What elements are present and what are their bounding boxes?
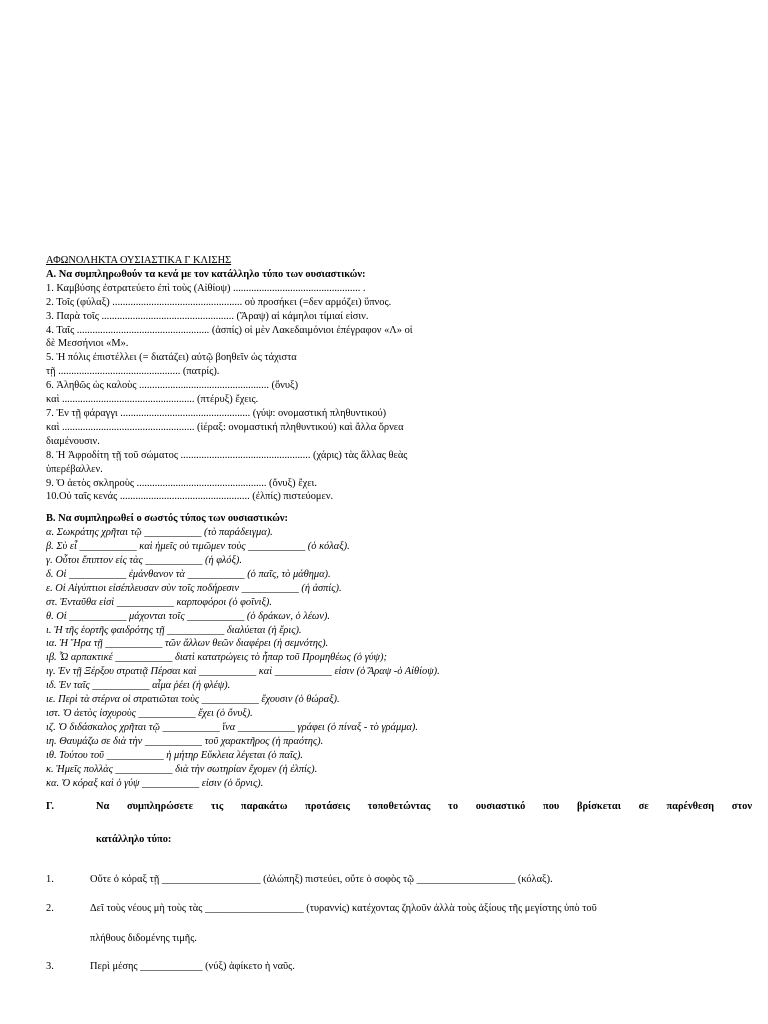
section-c xyxy=(46,801,752,972)
exercise-line: 1. Καμβύσης ἐστρατεύετο ἐπὶ τοὺς (Αἰθίοψ) ................................................. . xyxy=(46,282,366,294)
exercise-line: ιη. Θαυμάζω σε διὰ τὴν ___________ τοῦ χαρακτῆρος (ἡ πραότης). xyxy=(46,735,324,747)
exercise-line: θ. Οἱ ___________ μάχονται τοῖς ___________ (ὁ δράκων, ὁ λέων). xyxy=(46,610,330,622)
exercise-line: 6. Ἀληθῶς ὡς καλοὺς .................................................. (ὄνυξ) xyxy=(46,380,299,392)
section-a-lines xyxy=(46,282,752,505)
exercise-line: κα. Ὁ κόραξ καὶ ὁ γύψ ___________ εἰσιν (ὁ ὄρνις). xyxy=(46,777,264,789)
exercise-line: ι. Ἡ τῆς ἑορτῆς φαιδρότης τῇ ___________ διαλύεται (ἡ ἔρις). xyxy=(46,624,302,636)
exercise-line: 5. Ἡ πόλις ἐπιστέλλει (= διατάζει) αὐτῷ βοηθεῖν ὡς τάχιστα xyxy=(46,352,297,364)
exercise-line: ιδ. Ἐν ταῖς ___________ αἷμα ῥέει (ἡ φλέψ). xyxy=(46,680,231,692)
section-b-heading: Β. Να συμπληρωθεί ο σωστός τύπος των ουσιαστικών: xyxy=(46,513,288,525)
exercise-line: καὶ ................................................... (πτέρυξ) ἔχεις. xyxy=(46,394,259,406)
exercise-line: ιγ. Ἐν τῇ Ξέρξου στρατιᾷ Πέρσαι καὶ ___________ καὶ ___________ εἰσιν (ὁ Ἄραψ -ὁ Αἰθίοψ). xyxy=(46,666,440,678)
exercise-line: 3. Παρὰ τοῖς ................................................... (Ἄραψ) αἱ κάμηλοι τίμιαί εἰσιν. xyxy=(46,310,369,322)
exercise-line: 9. Ὁ ἀετὸς σκληροὺς .................................................. (ὄνυξ) ἔχει. xyxy=(46,477,317,489)
item-number: 1. xyxy=(46,874,54,885)
exercise-line: 2. Τοῖς (φύλαξ) .................................................. οὐ προσήκει (=δεν αρμόζει) ὕπνος. xyxy=(46,296,392,308)
section-c-label: Γ. xyxy=(46,801,54,812)
exercise-line: 7. Ἐν τῇ φάραγγι .................................................. (γύψ: ονομαστική πληθυντικού) xyxy=(46,407,387,419)
exercise-line: ιστ. Ὁ ἀετὸς ἰσχυροὺς ___________ ἔχει (ὁ ὄνυξ). xyxy=(46,708,253,719)
exercise-line: ια. Ἡ Ἥρα τῇ ___________ τῶν ἄλλων θεῶν διαφέρει (ἡ σεμνότης). xyxy=(46,638,329,650)
section-a-heading: Α. Να συμπληρωθούν τα κενά με τον κατάλληλο τύπο των ουσιαστικών: xyxy=(46,268,366,280)
exercise-line: ὑπερέβαλλεν. xyxy=(46,463,103,475)
exercise-line: α. Σωκράτης χρῆται τῷ ___________ (τὸ παράδειγμα). xyxy=(46,527,273,539)
exercise-line: β. Σὺ εἶ ___________ καὶ ἡμεῖς οὐ τιμῶμεν τοὺς ___________ (ὁ κόλαξ). xyxy=(46,541,350,553)
section-c-heading-cont: κατάλληλο τύπο: xyxy=(96,834,172,845)
exercise-line: ιε. Περὶ τὰ στέρνα οἱ στρατιῶται τοὺς ___________ ἔχουσιν (ὁ θώραξ). xyxy=(46,694,340,706)
exercise-line: διαμένουσιν. xyxy=(46,435,100,447)
section-c-heading-text: Να συμπληρώσετε τις παρακάτω προτάσεις τοποθετώντας το ουσιαστικό που βρίσκεται σε παρένθεση στον xyxy=(96,801,752,812)
exercise-line: 8. Ἡ Ἀφροδίτη τῇ τοῦ σώματος .................................................. (χάρις) τὰς ἄλλας θεὰς xyxy=(46,449,408,461)
exercise-line: ιθ. Τούτου τοῦ ___________ ἡ μήτηρ Εὔκλεια λέγεται (ὁ παῖς). xyxy=(46,749,304,761)
item-number: 3. xyxy=(46,961,54,972)
section-b-lines xyxy=(46,526,752,790)
exercise-line: στ. Ἐνταῦθα εἰσὶ ___________ καρποφόροι (ὁ φοῖνιξ). xyxy=(46,596,272,608)
exercise-line: ιζ. Ὁ διδάσκαλος χρῆται τῷ ___________ ἵνα ___________ γράφει (ὁ πίναξ - τὸ γράμμα). xyxy=(46,721,418,733)
exercise-line: καὶ ................................................... (ἱέραξ: ονομαστική πληθυντικού) καὶ ἄλλα ὄρνεα xyxy=(46,421,404,433)
exercise-line: δ. Οἱ ___________ ἐμάνθανον τὰ ___________ (ὁ παῖς, τὸ μάθημα). xyxy=(46,568,331,580)
exercise-line: ε. Οἱ Αἰγύπτιοι εἰσέπλευσαν σὺν τοῖς ποδήρεσιν ___________ (ἡ ἀσπίς). xyxy=(46,582,342,594)
page-title: ΑΦΩΝΟΛΗΚΤΑ ΟΥΣΙΑΣΤΙΚΑ Γ ΚΛΙΣΗΣ xyxy=(46,255,232,266)
item-text: Περὶ μέσης ____________ (νύξ) ἀφίκετο ἡ ναῦς. xyxy=(90,961,295,972)
exercise-line: κ. Ἡμεῖς πολλὰς ___________ διὰ τὴν σωτηρίαν ἔχομεν (ἡ ἐλπίς). xyxy=(46,763,318,775)
worksheet xyxy=(46,254,752,790)
item-text-cont: πλήθους διδομένης τιμῆς. xyxy=(90,933,197,944)
exercise-line: τῇ ............................................... (πατρίς). xyxy=(46,366,220,378)
exercise-line: 10.Οὐ ταῖς κενάς .................................................. (ἐλπίς) πιστεύομεν. xyxy=(46,491,334,503)
exercise-line: 4. Ταῖς ................................................... (ἀσπίς) οἱ μὲν Λακεδαιμόνιοι ἐπέγραφον «Λ» οἱ xyxy=(46,324,413,336)
exercise-line: γ. Οὗτοι ἔπιπτον εἰς τὰς ___________ (ἡ φλόξ). xyxy=(46,555,242,567)
exercise-line: δὲ Μεσσήνιοι «Μ». xyxy=(46,338,129,350)
exercise-line: ιβ. Ὦ αρπακτικέ ___________ διατὶ κατατρώγεις τὸ ἧπαρ τοῦ Προμηθέως (ὁ γύψ); xyxy=(46,652,387,664)
item-text: Δεῖ τοὺς νέους μὴ τοὺς τὰς ___________________ (τυραννίς) κατέχοντας ζηλοῦν ἀλλὰ τοὺς ἀξίους τῆς μεγίστης ὑπὸ τοῦ xyxy=(90,903,597,914)
item-number: 2. xyxy=(46,903,54,914)
item-text: Οὔτε ὁ κόραξ τῇ ___________________ (ἀλώπηξ) πιστεύει, οὔτε ὁ σοφὸς τῷ ___________________ (κόλαξ). xyxy=(90,874,553,885)
section-c-heading xyxy=(46,801,752,821)
